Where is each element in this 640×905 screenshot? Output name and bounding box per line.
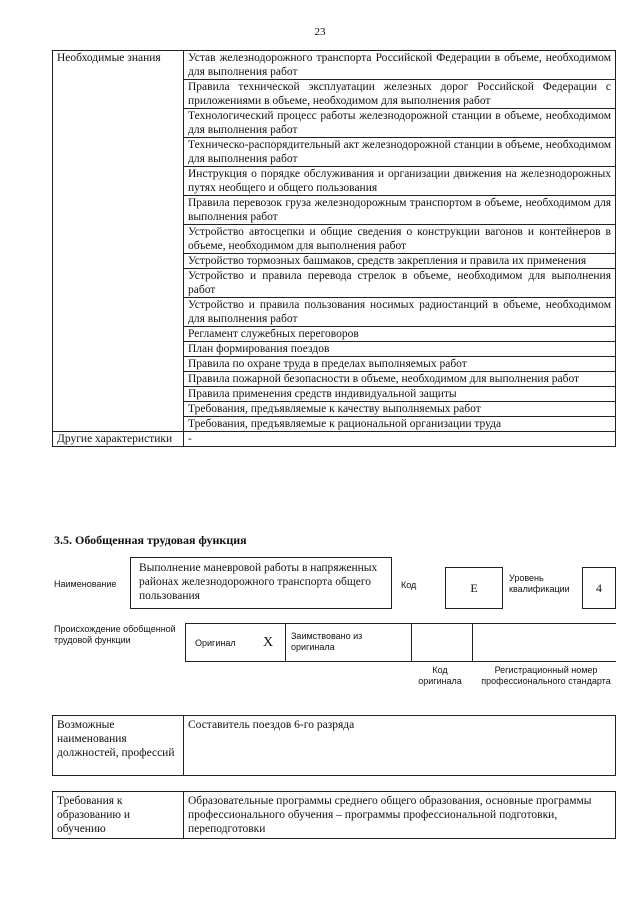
other-value: - [184,432,616,447]
borrowed-label: Заимствовано из оригинала [291,631,363,652]
education-value: Образовательные программы среднего общего образования, основные программы профессионального обучения – программы профессиональной подготовки, переподготовки [184,792,616,839]
positions-value: Составитель поездов 6-го разряда [184,716,616,776]
origin-divider [472,624,473,661]
knowledge-item: Устройство тормозных башмаков, средств закрепления и правила их применения [184,254,616,269]
knowledge-item: Правила по охране труда в пределах выполняемых работ [184,357,616,372]
knowledge-item: План формирования поездов [184,342,616,357]
positions-label: Возможные наименования должностей, профессий [53,716,184,776]
table-row [53,716,616,776]
original-label: Оригинал [195,638,236,648]
original-mark: X [263,635,274,650]
origin-divider [285,624,286,661]
knowledge-table [52,50,616,447]
education-label: Требования к образованию и обучению [53,792,184,839]
origin-label: Происхождение обобщенной трудовой функции [54,624,176,645]
knowledge-item: Регламент служебных переговоров [184,327,616,342]
function-name-value: Выполнение маневровой работы в напряженных районах железнодорожного транспорта общего пользования [130,557,392,609]
knowledge-item: Инструкция о порядке обслуживания и организации движения на железнодорожных путях необщего и общего пользования [184,167,616,196]
knowledge-item: Правила технической эксплуатации железных дорог Российской Федерации с приложениями в объеме, необходимом для выполнения работ [184,80,616,109]
origin-row [185,623,616,662]
table-row [53,432,616,447]
positions-table [52,715,616,776]
knowledge-item: Устройство и правила пользования носимых радиостанций в объеме, необходимом для выполнения работ [184,298,616,327]
level-label: Уровень квалификации [509,573,570,594]
education-table [52,791,616,839]
knowledge-item: Устав железнодорожного транспорта Российской Федерации в объеме, необходимом для выполнения работ [184,51,616,80]
knowledge-item: Устройство автосцепки и общие сведения о конструкции вагонов и контейнеров в объеме, необходимом для выполнения работ [184,225,616,254]
knowledge-item: Правила применения средств индивидуальной защиты [184,387,616,402]
knowledge-label: Необходимые знания [53,51,184,432]
code-label: Код [401,580,417,590]
section-title: 3.5. Обобщенная трудовая функция [54,533,247,547]
original-code-label: Код оригинала [418,665,462,686]
level-value: 4 [582,567,616,609]
knowledge-item: Требования, предъявляемые к рациональной организации труда [184,417,616,432]
knowledge-item: Правила перевозок груза железнодорожным транспортом в объеме, необходимом для выполнения работ [184,196,616,225]
origin-divider [411,624,412,661]
origin-divider [185,624,186,661]
knowledge-item: Технологический процесс работы железнодорожной станции в объеме, необходимом для выполнения работ [184,109,616,138]
knowledge-item: Требования, предъявляемые к качеству выполняемых работ [184,402,616,417]
knowledge-item: Техническо-распорядительный акт железнодорожной станции в объеме, необходимом для выполнения работ [184,138,616,167]
code-value: E [445,567,503,609]
other-label: Другие характеристики [53,432,184,447]
table-row [53,792,616,839]
knowledge-item: Правила пожарной безопасности в объеме, необходимом для выполнения работ [184,372,616,387]
page-number: 23 [314,26,326,38]
table-row [53,51,616,80]
reg-number-label: Регистрационный номер профессионального стандарта [481,665,611,686]
name-label: Наименование [54,579,117,589]
knowledge-item: Устройство и правила перевода стрелок в объеме, необходимом для выполнения работ [184,269,616,298]
